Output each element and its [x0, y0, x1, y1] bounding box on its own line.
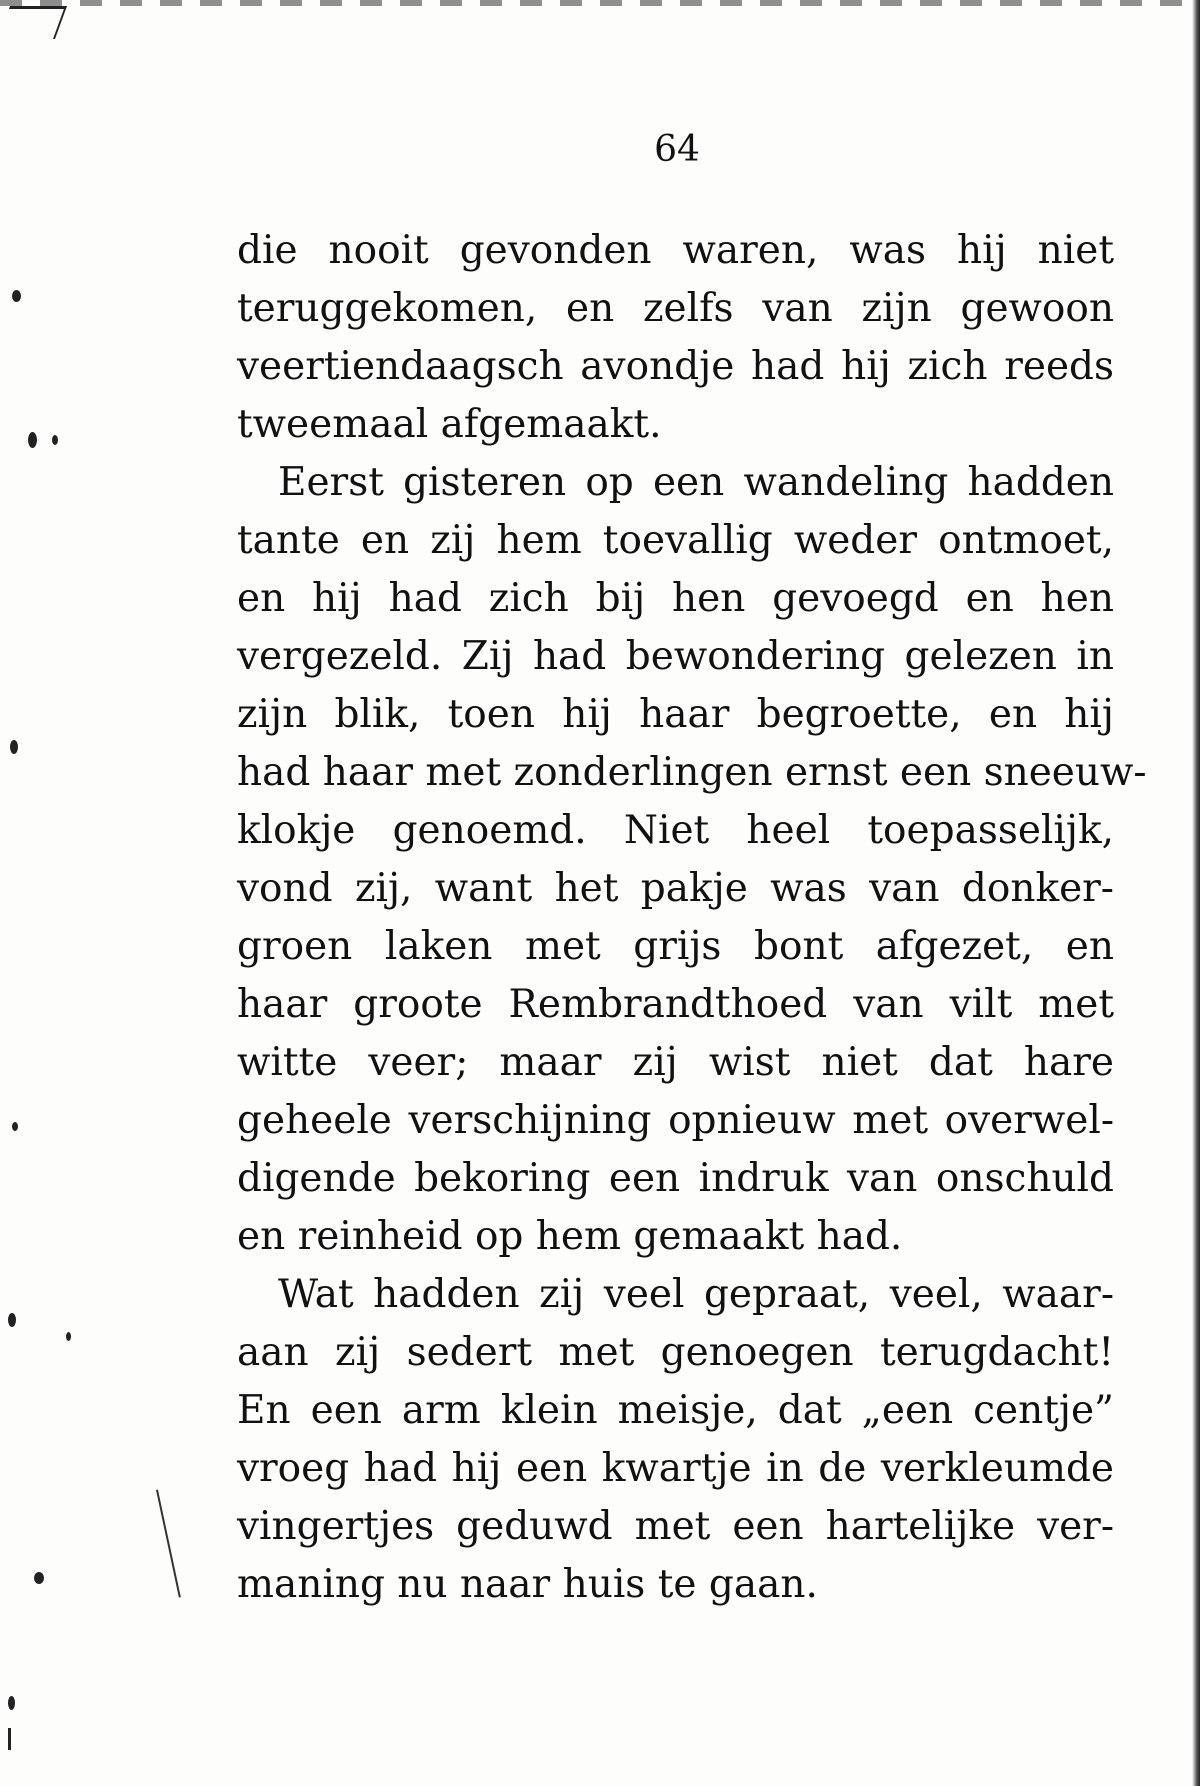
scan-edge-right	[1192, 0, 1200, 1786]
scan-speck	[8, 1728, 11, 1750]
text-line: aan zij sedert met genoegen terugdacht!	[237, 1330, 1114, 1375]
text-line: klokje genoemd. Niet heel toepasselijk,	[237, 808, 1114, 853]
text-line: tweemaal afgemaakt.	[237, 402, 662, 447]
text-line: vergezeld. Zij had bewondering gelezen in	[237, 634, 1114, 679]
text-line: zijn blik, toen hij haar begroette, en hij	[237, 692, 1114, 737]
text-line: Eerst gisteren op een wandeling hadden	[278, 460, 1114, 505]
text-line: digende bekoring een indruk van onschuld	[237, 1156, 1114, 1201]
scan-speck	[66, 1332, 71, 1341]
text-line: tante en zij hem toevallig weder ontmoet,	[237, 518, 1114, 563]
text-line: vond zij, want het pakje was van donker-	[237, 866, 1114, 911]
text-line: witte veer; maar zij wist niet dat hare	[237, 1040, 1114, 1085]
text-line: teruggekomen, en zelfs van zijn gewoon	[237, 286, 1114, 331]
text-line: Wat hadden zij veel gepraat, veel, waar-	[278, 1272, 1114, 1317]
text-line: vroeg had hij een kwartje in de verkleumde	[237, 1446, 1114, 1491]
text-line: vingertjes geduwd met een hartelijke ver-	[237, 1504, 1114, 1549]
corner-mark	[0, 6, 67, 39]
text-line: had haar met zonderlingen ernst een sneeuw-	[237, 750, 1147, 795]
scan-speck	[28, 432, 37, 448]
body-text	[237, 222, 1147, 1614]
text-line: en hij had zich bij hen gevoegd en hen	[237, 576, 1114, 621]
scan-speck	[52, 435, 58, 445]
text-line: En een arm klein meisje, dat „een centje”	[237, 1388, 1114, 1433]
margin-stray-line	[156, 1490, 181, 1598]
scan-speck	[10, 740, 18, 754]
scan-speck	[34, 1572, 44, 1584]
scan-speck	[12, 290, 21, 302]
scan-edge-top	[0, 0, 1200, 6]
page-number: 64	[654, 129, 700, 170]
text-line: maning nu naar huis te gaan.	[237, 1562, 818, 1607]
scan-speck	[12, 1122, 18, 1131]
text-line: en reinheid op hem gemaakt had.	[237, 1214, 903, 1259]
text-line: die nooit gevonden waren, was hij niet	[237, 228, 1114, 273]
text-line: haar groote Rembrandthoed van vilt met	[237, 982, 1114, 1027]
scan-speck	[8, 1696, 15, 1710]
text-line: veertiendaagsch avondje had hij zich reeds	[237, 344, 1114, 389]
text-line: groen laken met grijs bont afgezet, en	[237, 924, 1114, 969]
scan-speck	[8, 1313, 16, 1327]
text-line: geheele verschijning opnieuw met overwel-	[237, 1098, 1114, 1143]
